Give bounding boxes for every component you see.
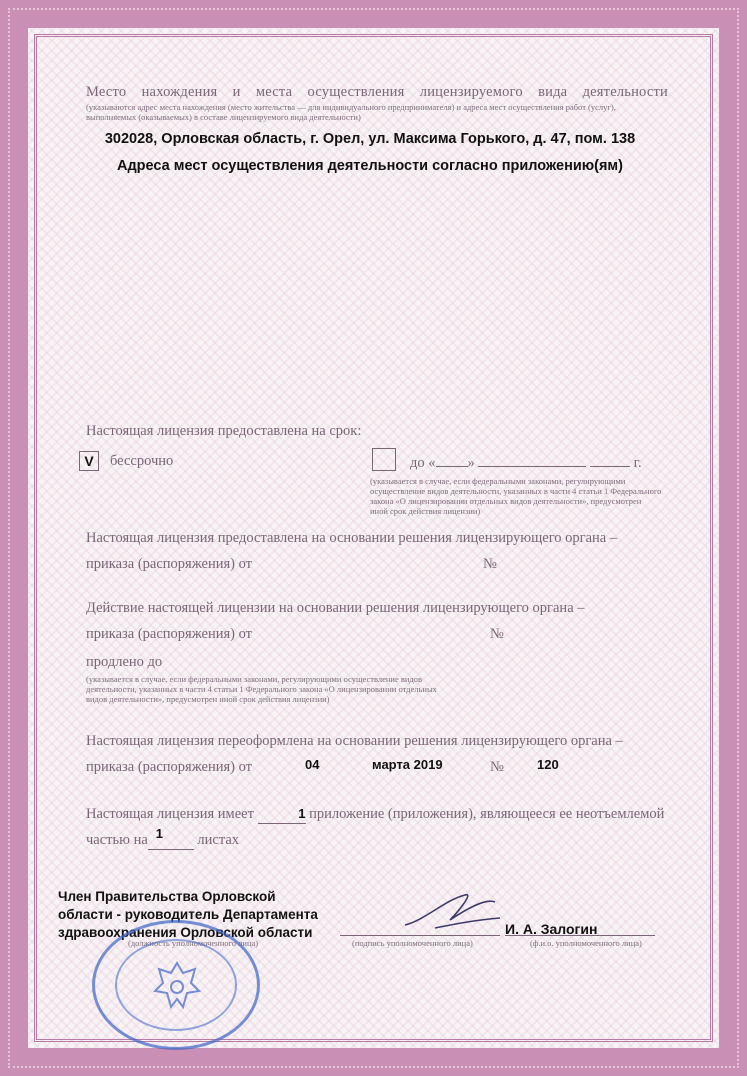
reissue-number-label: № [490, 759, 504, 775]
location-hint-2: выполняемых (оказываемых) в составе лицензируемого вида деятельности) [86, 112, 361, 122]
basis-order-label: приказа (распоряжения) от [86, 556, 252, 572]
extension-hint: (указывается в случае, если федеральными законами, регулирующими осуществление видов деятельности, указанных в части 4 статьи 1 Федерального закона «О лицензировании отдельных видов деятельности», предусмотрен иной срок действия лицензии) [86, 674, 437, 704]
signature-hint: (подпись уполномоченного лица) [352, 938, 473, 948]
reissue-order-label: приказа (распоряжения) от [86, 759, 252, 775]
reissue-heading: Настоящая лицензия переоформлена на основании решения лицензирующего органа – [86, 733, 623, 749]
perpetual-checkbox: V [79, 451, 99, 471]
basis-number-label: № [483, 556, 497, 572]
license-address: 302028, Орловская область, г. Орел, ул. Максима Горького, д. 47, пом. 138 [104, 131, 636, 147]
sheets-count: 1 [155, 826, 164, 841]
extended-until-label: продлено до [86, 654, 163, 670]
appendix-count: 1 [298, 806, 306, 821]
official-seal-icon [92, 920, 260, 1050]
signer-position: Член Правительства Орловской области - руководитель Департамента здравоохранения Орловской области [58, 889, 318, 940]
sheets-line: частью на 1 листах [86, 826, 240, 848]
eagle-emblem-icon [149, 957, 205, 1013]
until-hint: (указывается в случае, если федеральными законами, регулирующими осуществление видов деятельности, указанных в части 4 статьи 1 Федерального закона «О лицензировании отдельных видов деятельности», предусмотрен иной срок действия лицензии) [370, 476, 662, 516]
perpetual-label: бессрочно [110, 453, 174, 469]
reissue-month-year: марта 2019 [372, 757, 443, 772]
signer-name: И. А. Залогин [505, 921, 598, 937]
term-heading: Настоящая лицензия предоставлена на срок: [86, 423, 362, 439]
appendix-line: Настоящая лицензия имеет 1 приложение (приложения), являющееся ее неотъемлемой [86, 806, 665, 822]
until-year-suffix: г. [633, 455, 642, 471]
reissue-day: 04 [305, 757, 320, 772]
handwritten-signature [395, 880, 505, 940]
until-label: до « [410, 455, 436, 471]
location-heading: Место нахождения и места осуществления лицензируемого вида деятельности [86, 84, 668, 100]
extension-number-label: № [490, 626, 504, 642]
name-hint: (ф.и.о. уполномоченного лица) [530, 938, 642, 948]
until-checkbox [372, 448, 396, 471]
addresses-note: Адреса мест осуществления деятельности согласно приложению(ям) [117, 158, 623, 174]
extension-heading: Действие настоящей лицензии на основании решения лицензирующего органа – [86, 600, 585, 616]
location-hint-1: (указываются адрес места нахождения (место жительства — для индивидуального предпринимателя) и адреса мест осуществления работ (услуг), [86, 102, 616, 112]
basis-heading: Настоящая лицензия предоставлена на основании решения лицензирующего органа – [86, 530, 618, 546]
position-hint: (должность уполномоченного лица) [128, 938, 259, 948]
until-mid: » [467, 455, 475, 471]
reissue-number: 120 [537, 757, 559, 772]
until-date-line [410, 455, 642, 472]
extension-order-label: приказа (распоряжения) от [86, 626, 252, 642]
